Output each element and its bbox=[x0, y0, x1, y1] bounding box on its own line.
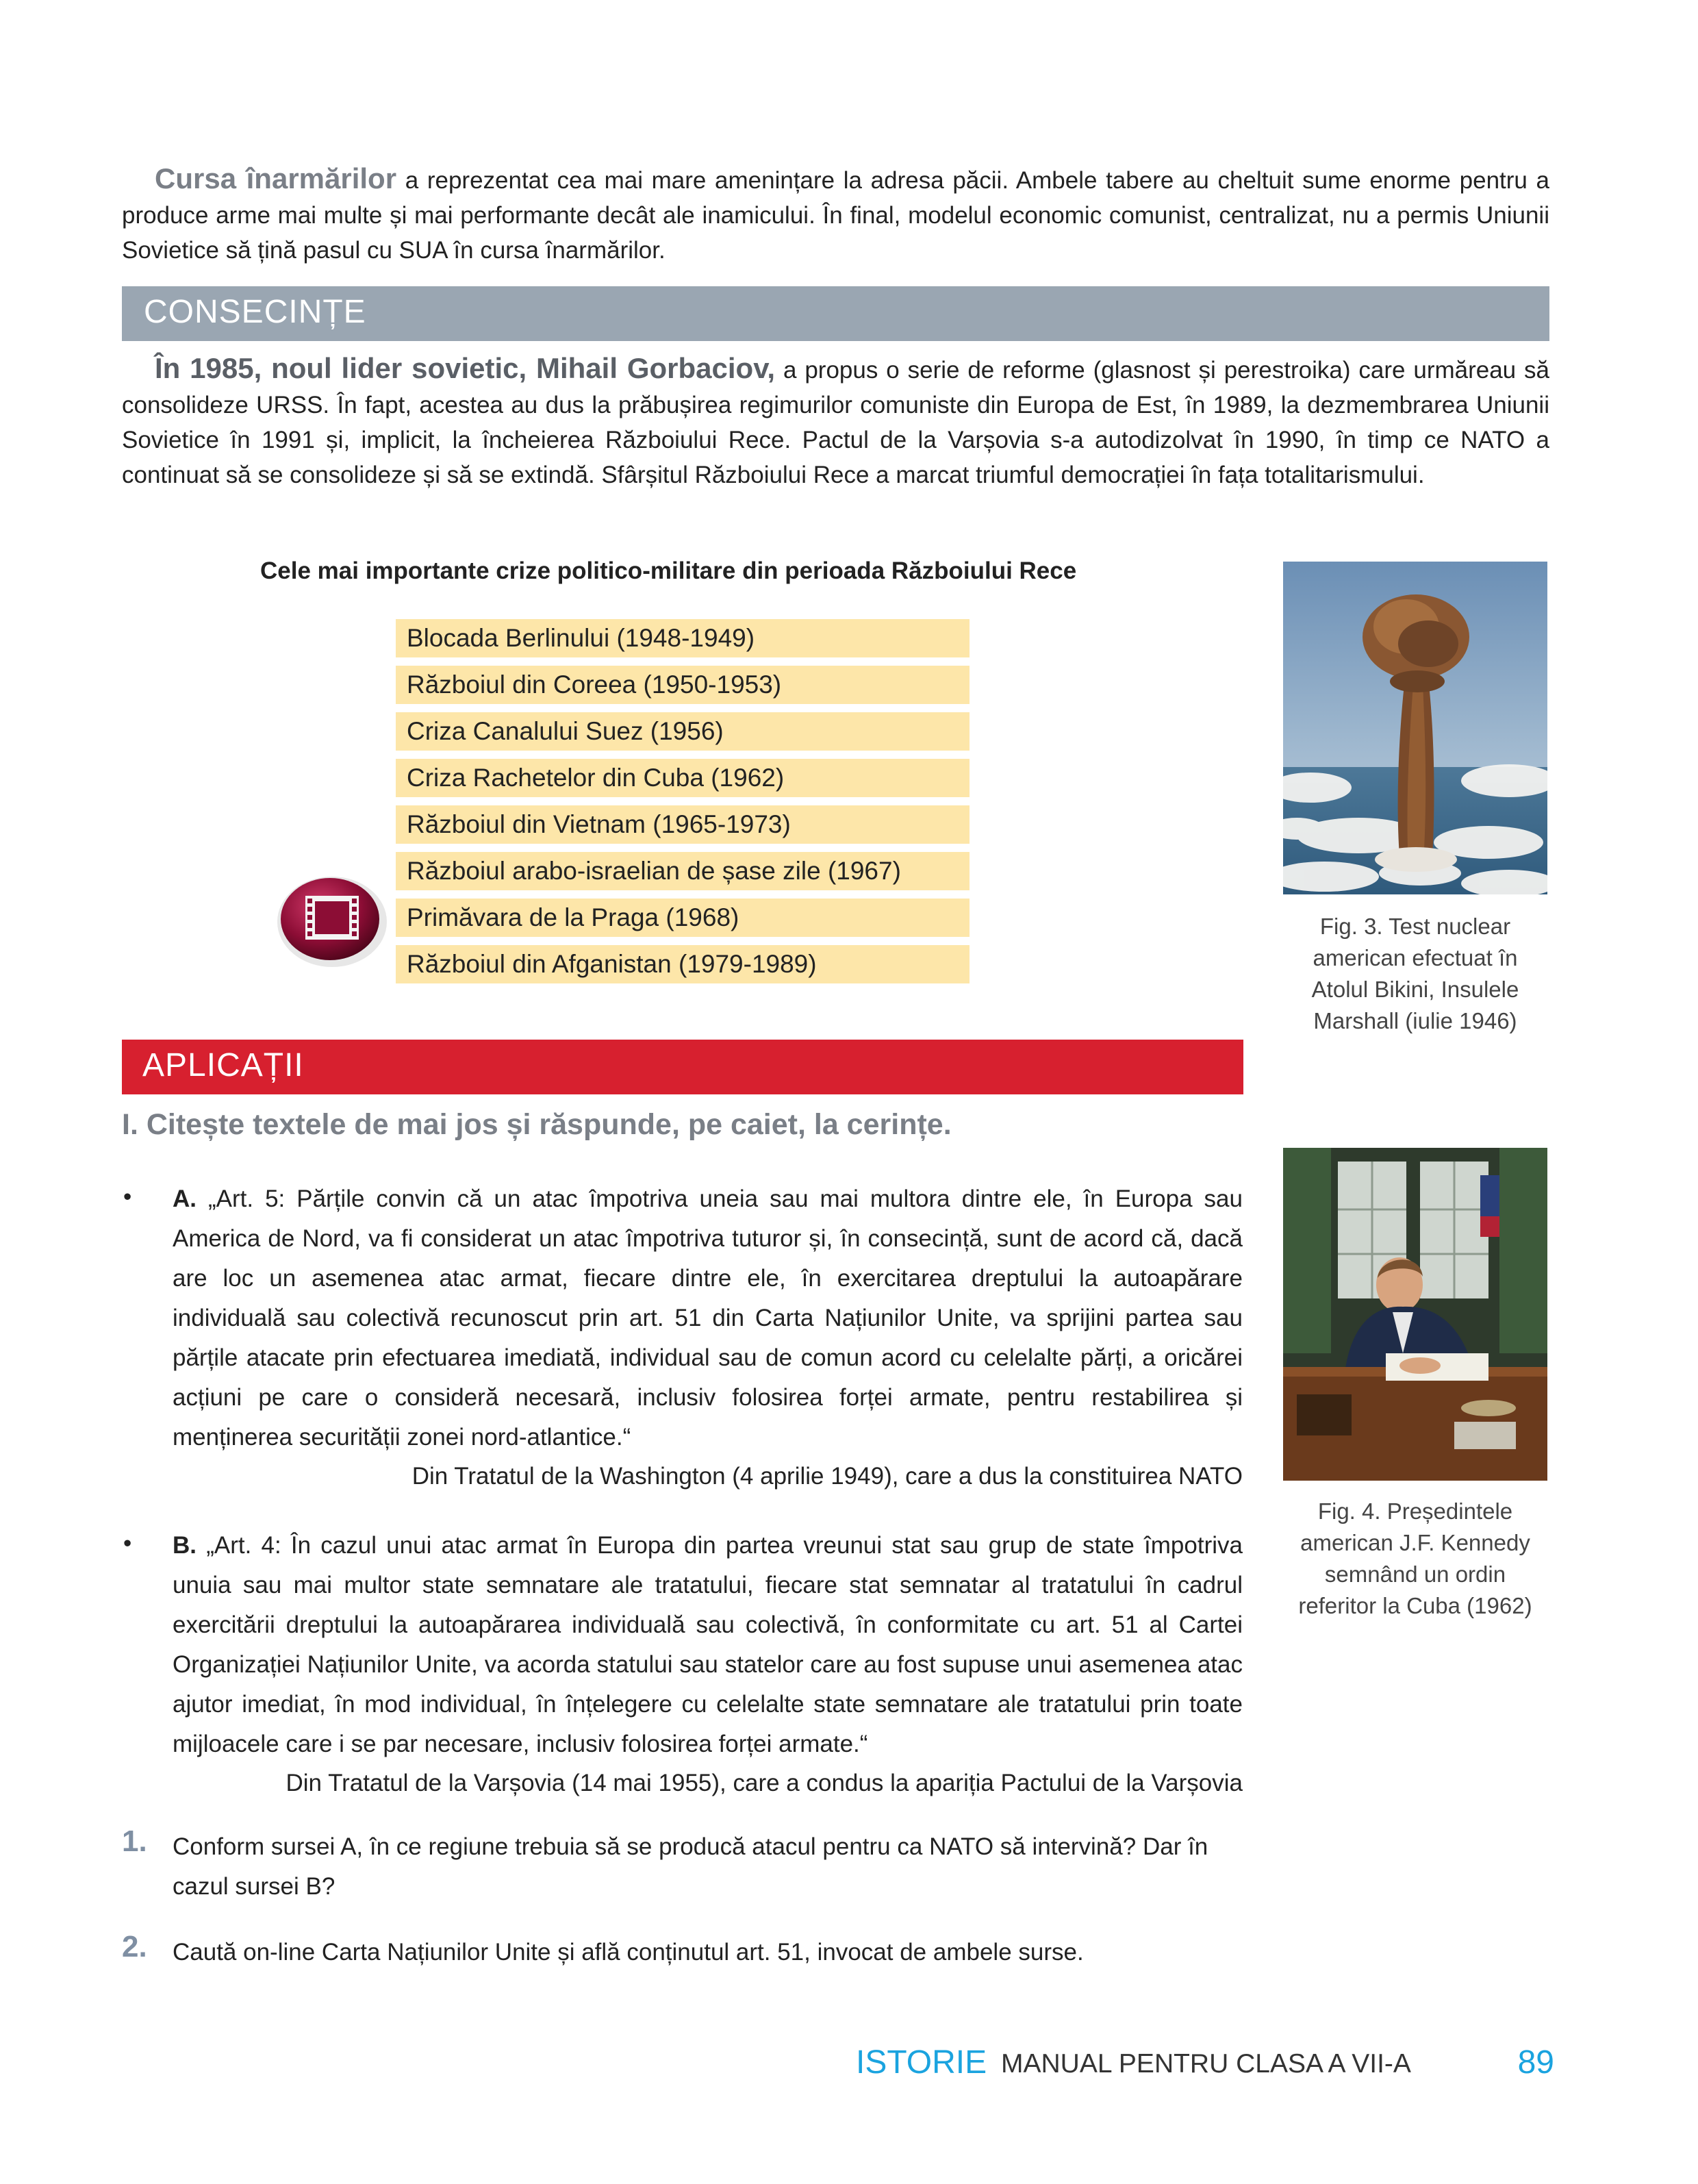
film-video-icon[interactable] bbox=[274, 867, 390, 970]
crises-list-title: Cele mai importante crize politico-militare din perioada Războiului Rece bbox=[260, 557, 1077, 584]
source-a-label: A. bbox=[173, 1185, 197, 1212]
section-title-aplicatii: APLICAȚII bbox=[142, 1047, 304, 1083]
figure-caption-fig3: Fig. 3. Test nuclear american efectuat în Atolul Bikini, Insulele Marshall (iulie 1946) bbox=[1311, 914, 1519, 1033]
paragraph-cursa-inarmarilor bbox=[122, 161, 1549, 268]
paragraph-consecinte bbox=[122, 351, 1549, 492]
crises-list bbox=[396, 619, 970, 992]
source-b-credit: Din Tratatul de la Varșovia (14 mai 1955), care a condus la apariția Pactului de la Varșovia bbox=[286, 1770, 1243, 1796]
source-a-quote bbox=[173, 1179, 1243, 1457]
text-consecinte: a propus o serie de reforme (glasnost și perestroika) care urmăreau să consolideze URSS. În fapt, acestea au dus la prăbușirea regimurilor comuniste din Europa de Est, în 1989, la dezmembrarea Uniunii Sovietice în 1991 și, implicit, la încheierea Războiului Rece. Pactul de la Varșovia s-a autodizolvat în 1990, în timp ce NATO a continuat să se consolideze și să se extindă. Sfârșitul Războiului Rece a marcat triumful democrației în fața totalitarismului. bbox=[122, 357, 1549, 488]
source-b-body: „Art. 4: În cazul unui atac armat în Europa din partea vreunui stat sau grup de state împotriva unuia sau mai multor state semnatare ale tratatului, fiecare stat semnatar al tratatului în cadrul exercitării dreptului la autoapărarea individuală sau colectivă, în conformitate cu art. 51 al Cartei Organizației Națiunilor Unite, va acorda statului sau statelor care au fost supuse unui asemenea atac ajutor imediat, în mod individual, în înțelegere cu celelalte state semnatare ale tratatului prin toate mijloacele care i se par necesare, inclusiv folosirea forței armate.“ bbox=[173, 1532, 1243, 1757]
photo-nuclear-test bbox=[1283, 562, 1547, 894]
source-b-quote bbox=[173, 1526, 1243, 1764]
crisis-item: Criza Canalului Suez (1956) bbox=[396, 712, 970, 751]
figure-caption-fig4: Fig. 4. Președintele american J.F. Kennedy semnând un ordin referitor la Cuba (1962) bbox=[1298, 1498, 1532, 1618]
bullet-source-a: • bbox=[123, 1183, 132, 1210]
crisis-item: Războiul din Afganistan (1979-1989) bbox=[396, 945, 970, 983]
question-1-text: Conform sursei A, în ce regiune trebuia să se producă atacul pentru ca NATO să intervină? Dar în cazul sursei B? bbox=[173, 1833, 1208, 1900]
footer-subject: ISTORIE bbox=[856, 2044, 987, 2081]
page-number: 89 bbox=[1517, 2044, 1554, 2081]
crisis-item: Primăvara de la Praga (1968) bbox=[396, 899, 970, 937]
bullet-source-b: • bbox=[123, 1530, 132, 1557]
section-title-consecinte: CONSECINȚE bbox=[144, 294, 366, 330]
source-a-credit: Din Tratatul de la Washington (4 aprilie 1949), care a dus la constituirea NATO bbox=[411, 1463, 1243, 1490]
photo-kennedy-signing bbox=[1283, 1148, 1547, 1481]
lead-consecinte: În 1985, noul lider sovietic, Mihail Gorbaciov, bbox=[155, 352, 776, 384]
crisis-item: Blocada Berlinului (1948-1949) bbox=[396, 619, 970, 657]
crisis-item: Războiul arabo-israelian de șase zile (1967) bbox=[396, 852, 970, 890]
question-2-text: Caută on-line Carta Națiunilor Unite și află conținutul art. 51, invocat de ambele surse. bbox=[173, 1939, 1084, 1966]
source-b-label: B. bbox=[173, 1532, 197, 1559]
task-heading: I. Citește textele de mai jos și răspunde, pe caiet, la cerințe. bbox=[122, 1108, 952, 1141]
question-1-number: 1. bbox=[122, 1824, 147, 1858]
lead-cursa: Cursa înarmărilor bbox=[155, 162, 397, 194]
text-cursa: a reprezentat cea mai mare amenințare la adresa păcii. Ambele tabere au cheltuit sume enorme pentru a produce arme mai multe și mai performante decât ale inamicului. În final, modelul economic comunist, centralizat, nu a permis Uniunii Sovietice să țină pasul cu SUA în cursa înarmărilor. bbox=[122, 167, 1549, 264]
footer-book-title: MANUAL PENTRU CLASA A VII-A bbox=[1001, 2049, 1411, 2079]
source-a-body: „Art. 5: Părțile convin că un atac împotriva uneia sau mai multora dintre ele, în Europa sau America de Nord, va fi considerat un atac împotriva tuturor și, în consecință, sunt de acord că, dacă are loc un asemenea atac armat, fiecare dintre ele, în exercitarea dreptului la autoapărare individuală sau colectivă recunoscut prin art. 51 din Carta Națiunilor Unite, va sprijini partea sau părțile atacate prin efectuarea imediată, individual sau de comun acord cu celelalte părți, a oricărei acțiuni pe care o consideră necesară, inclusiv folosirea forței armate, pentru restabilirea și menținerea securității zonei nord-atlantice.“ bbox=[173, 1185, 1243, 1451]
crisis-item: Criza Rachetelor din Cuba (1962) bbox=[396, 759, 970, 797]
section-banner-consecinte bbox=[122, 286, 1549, 341]
crisis-item: Războiul din Coreea (1950-1953) bbox=[396, 666, 970, 704]
question-2-number: 2. bbox=[122, 1930, 147, 1963]
crisis-item: Războiul din Vietnam (1965-1973) bbox=[396, 805, 970, 844]
page-footer bbox=[856, 2044, 1554, 2085]
section-banner-aplicatii bbox=[122, 1040, 1243, 1094]
